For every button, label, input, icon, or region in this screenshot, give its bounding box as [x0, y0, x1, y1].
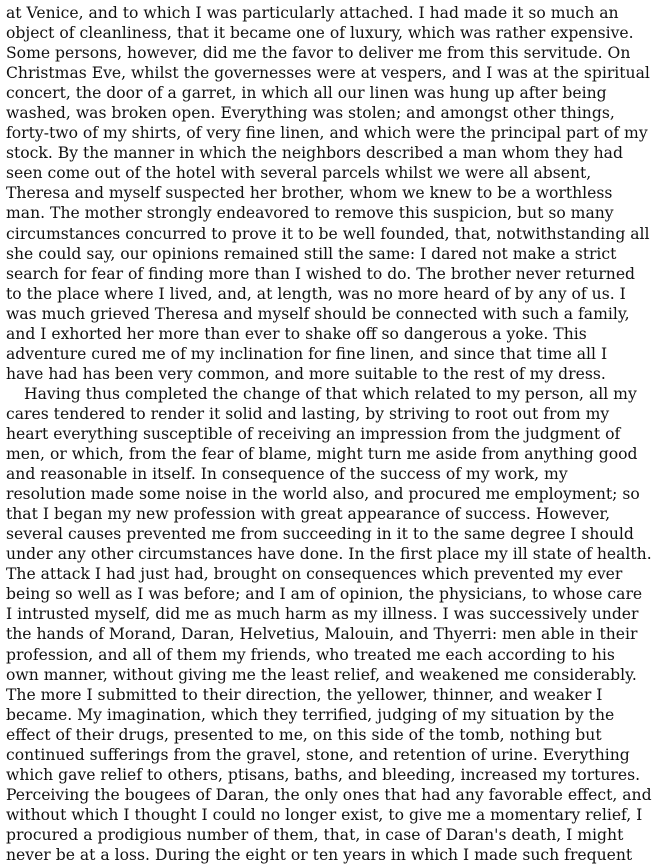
text-line: adventure cured me of my inclination for fine linen, and since that time all I — [6, 344, 608, 363]
text-line: Christmas Eve, whilst the governesses were at vespers, and I was at the spiritual — [6, 64, 650, 83]
text-line: continued sufferings from the gravel, stone, and retention of urine. Everything — [6, 745, 630, 764]
text-line: effect of their drugs, presented to me, on this side of the tomb, nothing but — [6, 725, 602, 744]
text-line: concert, the door of a garret, in which all our linen was hung up after being — [6, 84, 607, 103]
text-line: that I began my new profession with great appearance of success. However, — [6, 505, 611, 524]
text-line: circumstances concurred to prove it to be well founded, that, notwithstanding all — [6, 224, 650, 243]
text-line: under any other circumstances have done. In the first place my ill state of health. — [6, 545, 652, 564]
text-line: which gave relief to others, ptisans, baths, and bleeding, increased my tortures. — [6, 765, 641, 784]
text-line: The attack I had just had, brought on consequences which prevented my ever — [6, 565, 623, 584]
text-line: forty-two of my shirts, of very fine linen, and which were the principal part of my — [6, 124, 648, 143]
text-line: being so well as I was before; and I am of opinion, the physicians, to whose care — [6, 585, 643, 604]
text-line: washed, was broken open. Everything was stolen; and amongst other things, — [6, 104, 615, 123]
text-line: to the place where I lived, and, at length, was no more heard of by any of us. I — [6, 284, 626, 303]
book-page — [6, 3, 652, 865]
text-line: men, or which, from the fear of blame, might turn me aside from anything good — [6, 445, 638, 464]
text-line: search for fear of finding more than I wished to do. The brother never returned — [6, 264, 636, 283]
text-line: profession, and all of them my friends, who treated me each according to his — [6, 645, 615, 664]
text-line: at Venice, and to which I was particularly attached. I had made it so much an — [6, 4, 619, 22]
text-line: became. My imagination, which they terrified, judging of my situation by the — [6, 705, 615, 724]
text-line: Some persons, however, did me the favor to deliver me from this servitude. On — [6, 44, 631, 63]
text-line: stock. By the manner in which the neighbors described a man whom they had — [6, 144, 623, 163]
text-line: Perceiving the bougees of Daran, the only ones that had any favorable effect, and — [6, 785, 652, 804]
text-line: she could say, our opinions remained still the same: I dared not make a strict — [6, 244, 617, 263]
text-line: cares tendered to render it solid and lasting, by striving to root out from my — [6, 404, 610, 423]
text-line: I intrusted myself, did me as much harm as my illness. I was successively under — [6, 605, 639, 624]
text-line: The more I submitted to their direction, the yellower, thinner, and weaker I — [6, 685, 603, 704]
text-line: was much grieved Theresa and myself should be connected with such a family, — [6, 304, 630, 323]
text-line: own manner, without giving me the least relief, and weakened me considerably. — [6, 665, 637, 684]
text-line: procured a prodigious number of them, that, in case of Daran's death, I might — [6, 825, 624, 844]
text-line: never be at a loss. During the eight or ten years in which I made such frequent — [6, 845, 633, 864]
text-line: seen come out of the hotel with several parcels whilst we were all absent, — [6, 164, 592, 183]
text-line: man. The mother strongly endeavored to remove this suspicion, but so many — [6, 204, 614, 223]
text-line: Theresa and myself suspected her brother, whom we knew to be a worthless — [6, 184, 613, 203]
text-line: and reasonable in itself. In consequence of the success of my work, my — [6, 465, 568, 484]
text-line: object of cleanliness, that it became one of luxury, which was rather expensive. — [6, 24, 634, 43]
text-line: Having thus completed the change of that which related to my person, all my — [24, 384, 637, 403]
text-line: have had has been very common, and more suitable to the rest of my dress. — [6, 364, 606, 383]
text-line: the hands of Morand, Daran, Helvetius, Malouin, and Thyerri: men able in their — [6, 625, 638, 644]
text-line: without which I thought I could no longer exist, to give me a momentary relief, I — [6, 805, 643, 824]
text-line: heart everything susceptible of receiving an impression from the judgment of — [6, 424, 621, 443]
paragraph-linen-theft — [6, 3, 650, 384]
text-line: resolution made some noise in the world also, and procured me employment; so — [6, 485, 640, 504]
text-line: several causes prevented me from succeeding in it to the same degree I should — [6, 525, 634, 544]
text-line: and I exhorted her more than ever to shake off so dangerous a yoke. This — [6, 324, 587, 343]
paragraph-health-and-physicians — [6, 384, 652, 865]
